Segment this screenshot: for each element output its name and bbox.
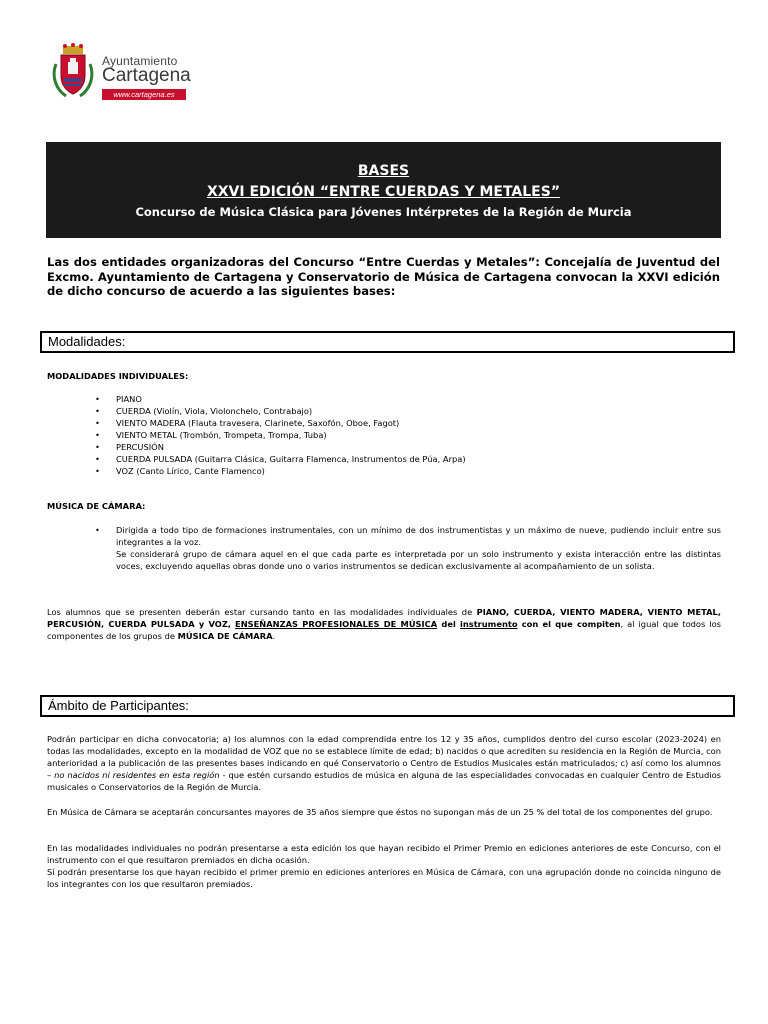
text-run: MÚSICA DE CÁMARA (177, 631, 273, 641)
logo-url: www.cartagena.es (102, 89, 186, 100)
text-run: . (272, 631, 276, 641)
logo-line1: Ayuntamiento (102, 54, 178, 68)
list-item: • VIENTO MADERA (Flauta travesera, Clarinete, Saxofón, Oboe, Fagot) (95, 417, 466, 429)
musica-camara-label: MÚSICA DE CÁMARA: (47, 501, 146, 511)
section-modalidades (40, 331, 735, 353)
text-run: Los alumnos que se presenten deberán estar cursando tanto en las modalidades individuales de (47, 607, 477, 617)
section-ambito (40, 695, 735, 717)
title-bases: BASES (357, 163, 410, 179)
text-run: - que estén cursando estudios de música en alguna de las especialidades convocadas en cualquier Centro de Estudios musicales o Conservatorios de la Región de Murcia. (47, 770, 721, 792)
bullet-icon: • (95, 525, 100, 535)
camara-description (95, 524, 721, 572)
text-run: PIANO, CUERDA, VIENTO MADERA, VIENTO METAL, PERCUSIÓN, CUERDA PULSADA y VOZ, (47, 607, 721, 629)
text-run: con el que compiten (517, 619, 621, 629)
title-subtitle: Concurso de Música Clásica para Jóvenes Intérpretes de la Región de Murcia (135, 205, 632, 219)
list-item: • PERCUSIÓN (95, 441, 466, 453)
text-run: instrumento (460, 619, 518, 629)
text-run: del (437, 619, 461, 629)
list-item: • CUERDA (Violín, Viola, Violonchelo, Contrabajo) (95, 405, 466, 417)
modalidades-list (95, 393, 466, 477)
text-run: ENSEÑANZAS PROFESIONALES DE MÚSICA (235, 619, 438, 629)
text-run: Podrán participar en dicha convocatoria; a) los alumnos con la edad comprendida entre los 12 y 35 años, cumplidos dentro del curso escolar (2023-2024) en todas las modalidades, excepto en la modalidad de VOZ que no se establece límite de edad; b) nacidos o que acrediten su residencia en la Región de Murcia, con anterioridad a la publicación de las presentes bases indicando en qué Conservatorio o Centro de Estudios Musicales están matriculados; c) así como los alumnos – (47, 734, 721, 780)
ayuntamiento-logo (50, 42, 190, 102)
section-ambito-title: Ámbito de Participantes: (48, 698, 189, 713)
title-edition: XXVI EDICIÓN “ENTRE CUERDAS Y METALES” (206, 184, 561, 200)
section-modalidades-title: Modalidades: (48, 334, 126, 349)
alumnos-paragraph (47, 606, 721, 642)
text-run: , al igual que todos los componentes de los grupos de (47, 619, 722, 641)
camara-paragraph-2: Se considerará grupo de cámara aquel en el que cada parte es interpretada por un solo instrumento y exista interacción entre las distintas voces, excluyendo aquellas obras donde uno o varios instrumentos se dedican exclusivamente al acompañamiento de un solista. (116, 549, 721, 571)
text-run: no nacidos ni residentes en esta región (54, 770, 220, 780)
list-item: • CUERDA PULSADA (Guitarra Clásica, Guitarra Flamenca, Instrumentos de Púa, Arpa) (95, 453, 466, 465)
ambito-paragraph-2: En Música de Cámara se aceptarán concursantes mayores de 35 años siempre que éstos no supongan más de un 25 % del total de los componentes del grupo. (47, 807, 713, 817)
logo-line2: Cartagena (102, 65, 191, 86)
ambito-paragraph-4: Sí podrán presentarse los que hayan recibido el primer premio en ediciones anteriores en Música de Cámara, con una agrupación donde no coincida ninguno de los integrantes con los que resultaron premiados. (47, 867, 721, 889)
list-item: • PIANO (95, 393, 466, 405)
modalidades-individuales-label: MODALIDADES INDIVIDUALES: (47, 371, 189, 381)
list-item: • VOZ (Canto Lírico, Cante Flamenco) (95, 465, 466, 477)
camara-paragraph-1: Dirigida a todo tipo de formaciones instrumentales, con un mínimo de dos instrumentistas y un máximo de nueve, pudiendo incluir entre sus integrantes a la voz. (116, 525, 721, 547)
list-item: • VIENTO METAL (Trombón, Trompeta, Trompa, Tuba) (95, 429, 466, 441)
ambito-paragraph-1 (47, 733, 721, 793)
coat-of-arms-icon (50, 42, 96, 100)
title-banner (46, 142, 721, 238)
intro-paragraph: Las dos entidades organizadoras del Concurso “Entre Cuerdas y Metales”: Concejalía de Juventud del Excmo. Ayuntamiento de Cartagena y Conservatorio de Música de Cartagena convocan la XXVI edición de dicho concurso de acuerdo a las siguientes bases: (47, 255, 720, 298)
ambito-paragraph-3: En las modalidades individuales no podrán presentarse a esta edición los que hayan recibido el Primer Premio en ediciones anteriores de este Concurso, con el instrumento con el que resultaron premiados en dicha ocasión. (47, 843, 721, 865)
